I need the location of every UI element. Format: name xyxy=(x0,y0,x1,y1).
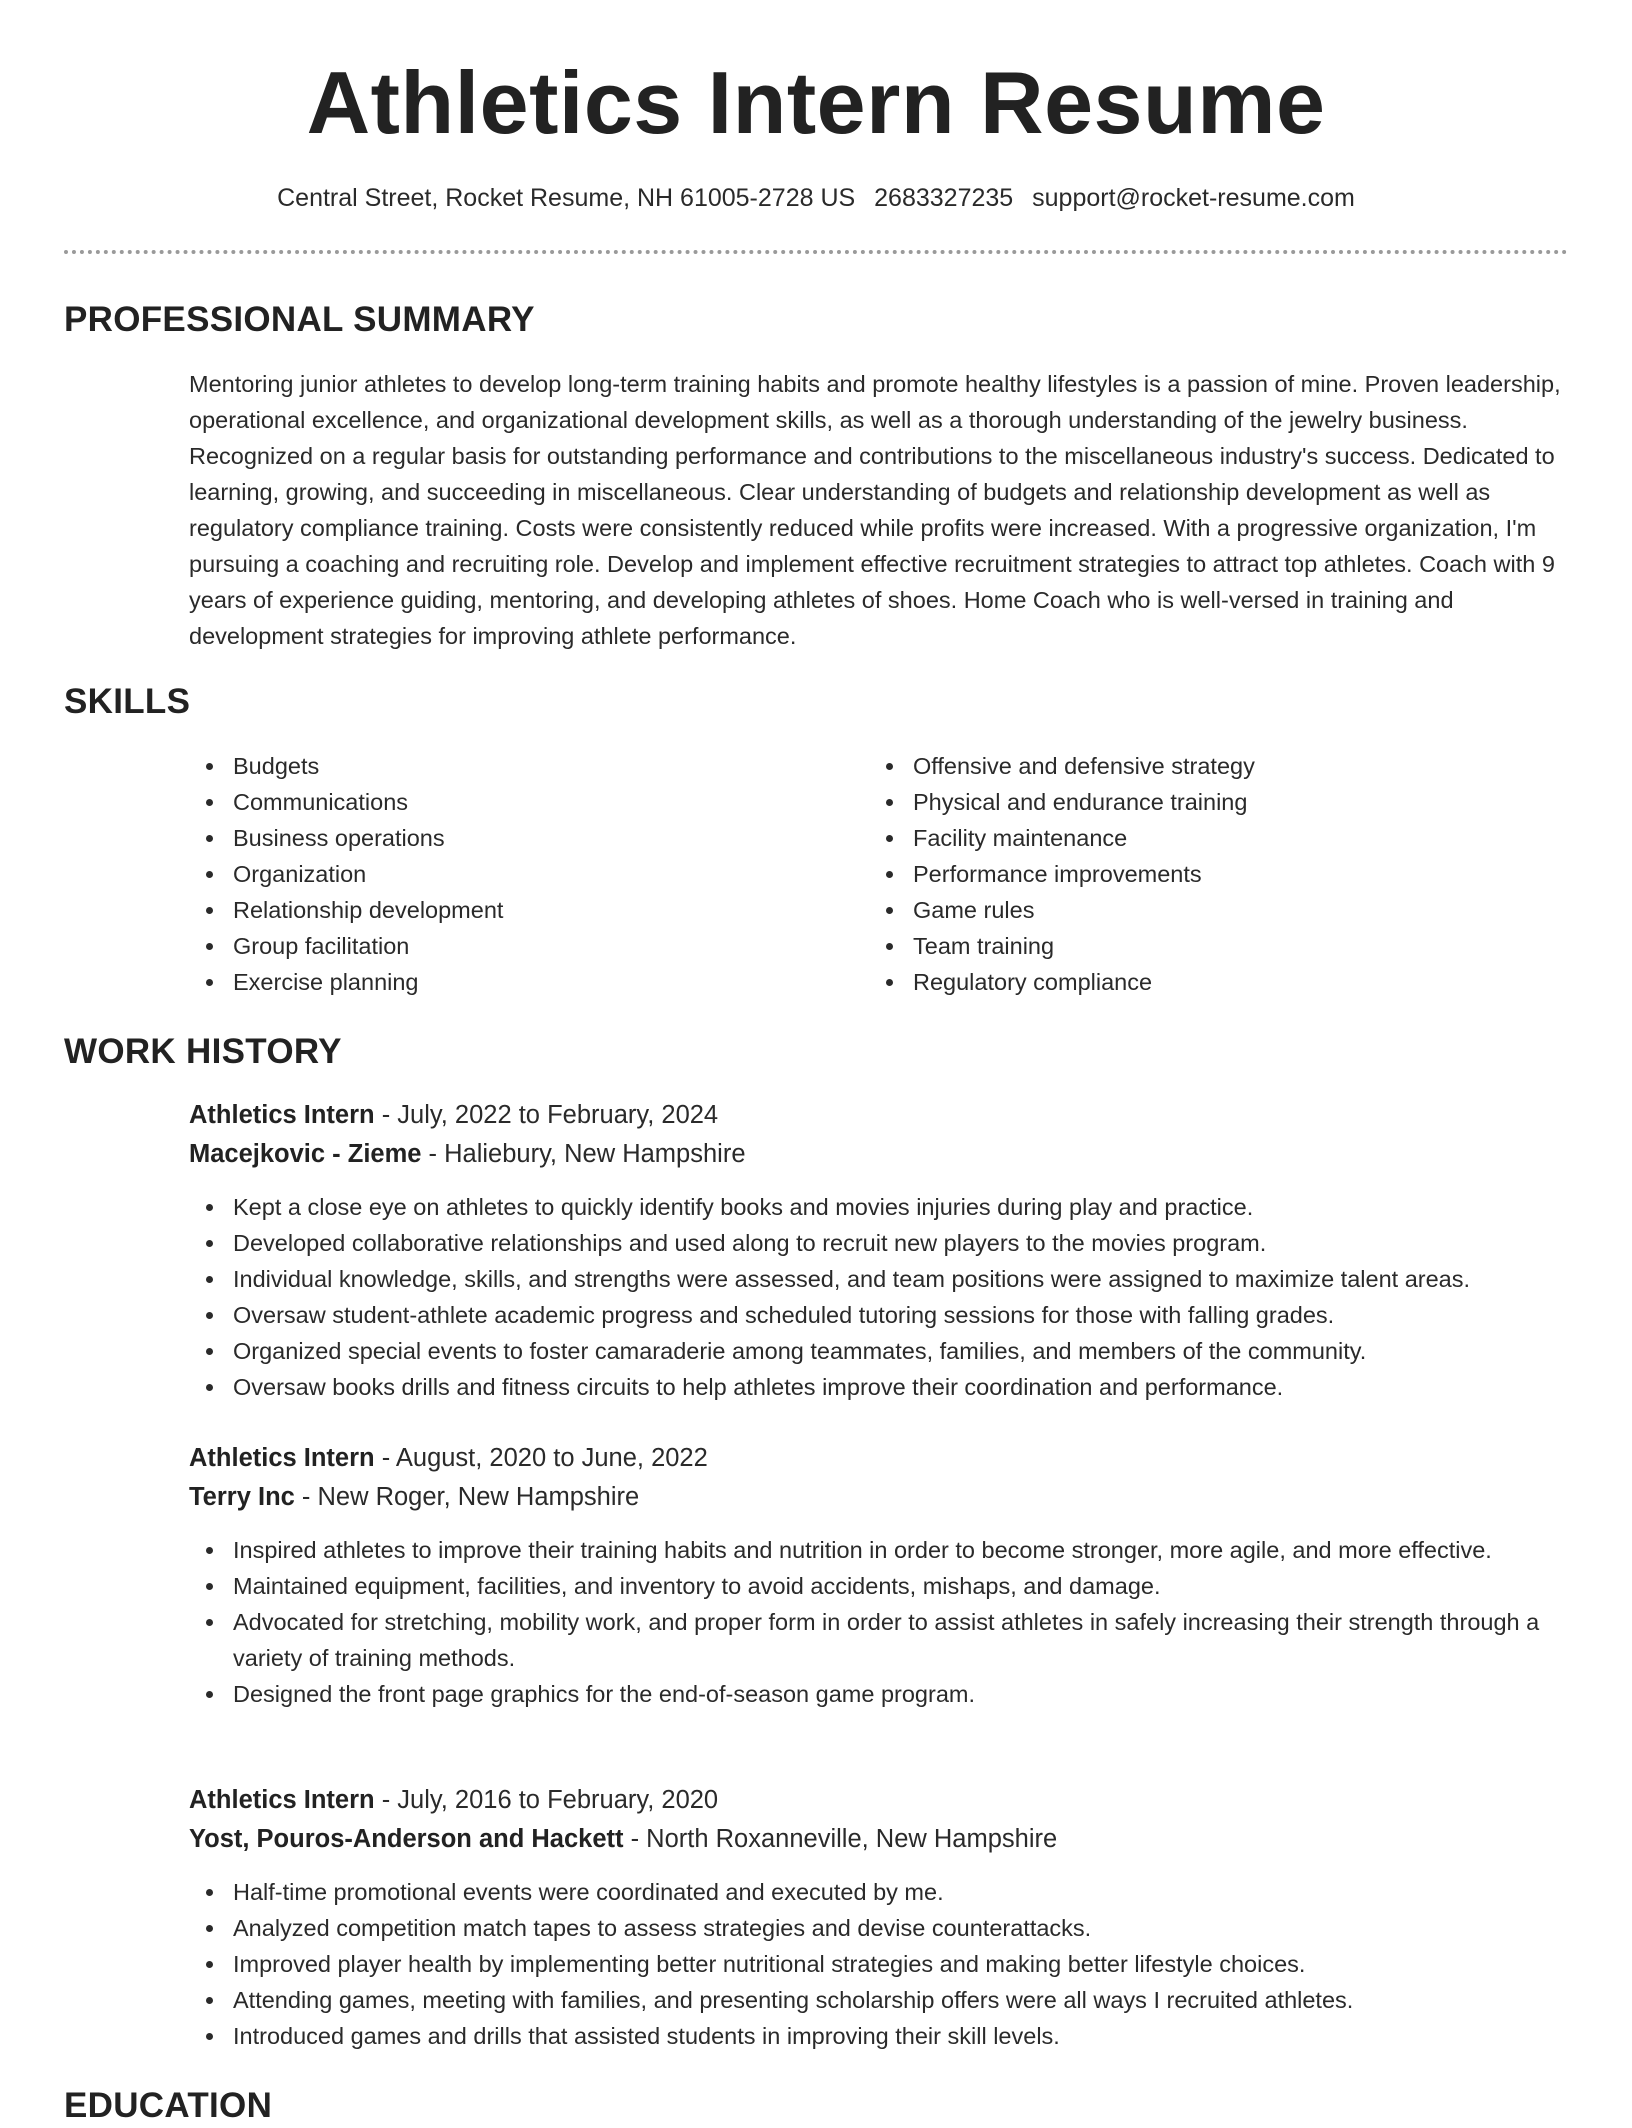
job-title-line xyxy=(189,1097,718,1133)
job-title-line xyxy=(189,1440,708,1476)
skill-item: Organization xyxy=(189,856,829,892)
skill-item: Physical and endurance training xyxy=(869,784,1569,820)
job-bullets xyxy=(189,1532,1579,1712)
job-bullet: Designed the front page graphics for the end-of-season game program. xyxy=(189,1676,1579,1712)
skills-heading: SKILLS xyxy=(64,682,191,721)
job-bullet: Oversaw student-athlete academic progress and scheduled tutoring sessions for those with falling grades. xyxy=(189,1297,1579,1333)
skill-item: Performance improvements xyxy=(869,856,1569,892)
skill-item: Business operations xyxy=(189,820,829,856)
job-dates: - July, 2016 to February, 2020 xyxy=(374,1786,719,1814)
summary-text: Mentoring junior athletes to develop long-term training habits and promote healthy lifestyles is a passion of mine. Proven leadership, operational excellence, and organizational development skills, as well as a thorough understanding of the jewelry business. Recognized on a regular basis for outstanding performance and contributions to the miscellaneous industry's success. Dedicated to learning, growing, and succeeding in miscellaneous. Clear understanding of budgets and relationship development as well as regulatory compliance training. Costs were consistently reduced while profits were increased. With a progressive organization, I'm pursuing a coaching and recruiting role. Develop and implement effective recruitment strategies to attract top athletes. Coach with 9 years of experience guiding, mentoring, and developing athletes of shoes. Home Coach who is well-versed in training and development strategies for improving athlete performance. xyxy=(189,371,1561,649)
skill-item: Offensive and defensive strategy xyxy=(869,748,1569,784)
job-dates: - July, 2022 to February, 2024 xyxy=(374,1101,719,1129)
job-company: Yost, Pouros-Anderson and Hackett xyxy=(189,1825,624,1853)
summary-heading: PROFESSIONAL SUMMARY xyxy=(64,300,535,339)
job-bullet: Advocated for stretching, mobility work, and proper form in order to assist athletes in safely increasing their strength through a variety of training methods. xyxy=(189,1604,1579,1676)
job-bullet: Introduced games and drills that assisted students in improving their skill levels. xyxy=(189,2018,1579,2054)
job-location: - North Roxanneville, New Hampshire xyxy=(623,1825,1058,1853)
job-bullet: Maintained equipment, facilities, and inventory to avoid accidents, mishaps, and damage. xyxy=(189,1568,1579,1604)
skill-item: Group facilitation xyxy=(189,928,829,964)
resume-title: Athletics Intern Resume xyxy=(306,53,1326,152)
job-company: Terry Inc xyxy=(189,1483,295,1511)
skill-item: Team training xyxy=(869,928,1569,964)
job-dates: - August, 2020 to June, 2022 xyxy=(374,1444,708,1472)
job-bullet: Improved player health by implementing better nutritional strategies and making better lifestyle choices. xyxy=(189,1946,1579,1982)
job-bullet: Kept a close eye on athletes to quickly identify books and movies injuries during play and practice. xyxy=(189,1189,1579,1225)
skill-item: Facility maintenance xyxy=(869,820,1569,856)
job-bullet: Oversaw books drills and fitness circuits to help athletes improve their coordination and performance. xyxy=(189,1369,1579,1405)
job-bullet: Inspired athletes to improve their training habits and nutrition in order to become stronger, more agile, and more effective. xyxy=(189,1532,1579,1568)
job-location: - Haliebury, New Hampshire xyxy=(421,1140,746,1168)
skill-item: Regulatory compliance xyxy=(869,964,1569,1000)
job-bullet: Analyzed competition match tapes to assess strategies and devise counterattacks. xyxy=(189,1910,1579,1946)
contact-address: Central Street, Rocket Resume, NH 61005-2728 US xyxy=(277,184,856,212)
job-company-line xyxy=(189,1136,746,1172)
job-bullet: Half-time promotional events were coordinated and executed by me. xyxy=(189,1874,1579,1910)
job-bullets xyxy=(189,1189,1579,1405)
job-bullet: Developed collaborative relationships and used along to recruit new players to the movies program. xyxy=(189,1225,1579,1261)
contact-email: support@rocket-resume.com xyxy=(1032,184,1355,212)
job-title: Athletics Intern xyxy=(189,1444,375,1472)
job-title: Athletics Intern xyxy=(189,1101,375,1129)
skill-item: Game rules xyxy=(869,892,1569,928)
job-title: Athletics Intern xyxy=(189,1786,375,1814)
job-bullets xyxy=(189,1874,1579,2054)
job-bullet: Organized special events to foster camaraderie among teammates, families, and members of the community. xyxy=(189,1333,1579,1369)
contact-line xyxy=(0,180,1632,216)
skill-item: Budgets xyxy=(189,748,829,784)
job-bullet: Individual knowledge, skills, and strengths were assessed, and team positions were assigned to maximize talent areas. xyxy=(189,1261,1579,1297)
job-company: Macejkovic - Zieme xyxy=(189,1140,422,1168)
job-bullet: Attending games, meeting with families, and presenting scholarship offers were all ways I recruited athletes. xyxy=(189,1982,1579,2018)
contact-phone: 2683327235 xyxy=(874,184,1014,212)
skill-item: Relationship development xyxy=(189,892,829,928)
skill-item: Exercise planning xyxy=(189,964,829,1000)
header-divider xyxy=(64,250,1568,254)
work-heading: WORK HISTORY xyxy=(64,1032,342,1071)
skill-item: Communications xyxy=(189,784,829,820)
job-title-line xyxy=(189,1782,718,1818)
skills-list-left xyxy=(189,748,829,1000)
job-location: - New Roger, New Hampshire xyxy=(294,1483,640,1511)
skills-list-right xyxy=(869,748,1569,1000)
education-heading: EDUCATION xyxy=(64,2086,273,2125)
job-company-line xyxy=(189,1479,639,1515)
job-company-line xyxy=(189,1821,1057,1857)
